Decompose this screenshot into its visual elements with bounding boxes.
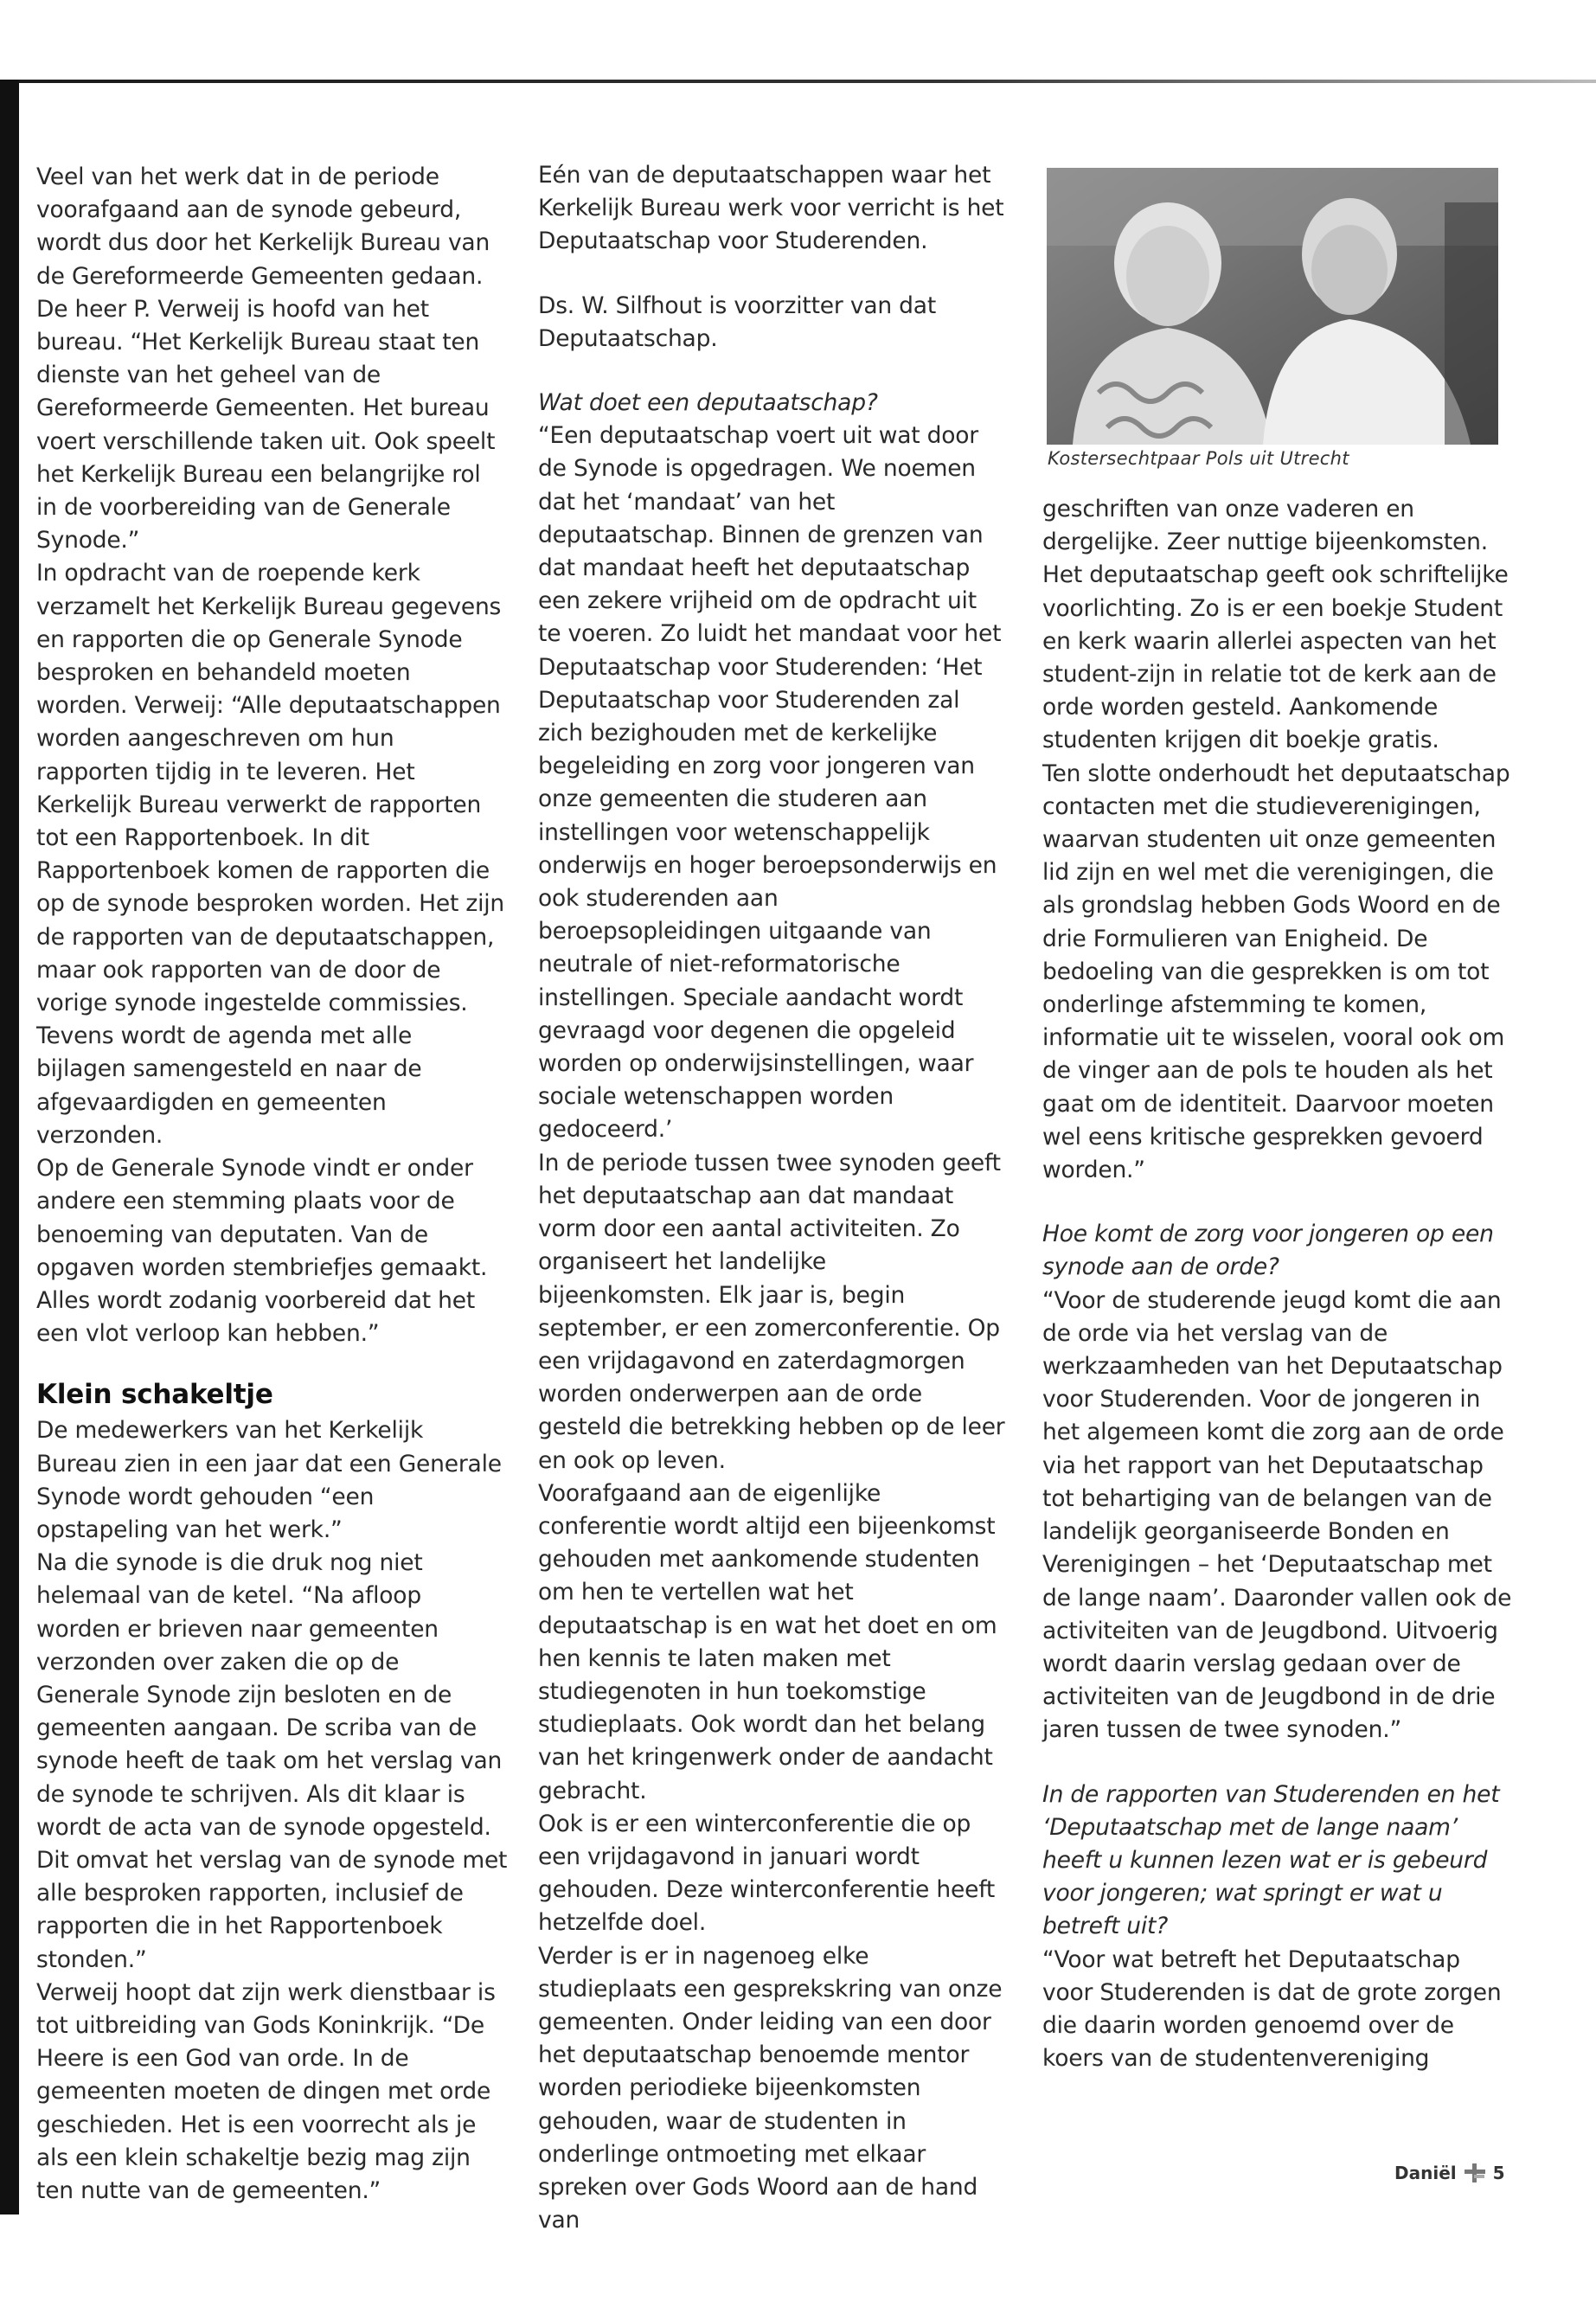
paragraph: “Voor de studerende jeugd komt die aan de orde via het verslag van de werkzaamheden van het Deputaatschap voor Studerenden. Voor de jongeren in het algemeen komt die zorg aan de orde via het rapport van het Deputaatschap tot behartiging van de belangen van de landelijk georganiseerde Bonden en Verenigingen – het ‘Deputaatschap met de lange naam’. Daaronder vallen ook de activiteiten van de Jeugdbond. Uitvoerig wordt daarin verslag gedaan over de activiteiten van de Jeugdbond in de drie jaren tussen de twee synoden.” [1042,1286,1512,1744]
paragraph: In opdracht van de roepende kerk verzamelt het Kerkelijk Bureau gegevens en rapporten die op Generale Synode besproken en behandeld moeten worden. Verweij: “Alle deputaatschappen worden aangeschreven om hun rapporten tijdig in te leveren. Het Kerkelijk Bureau verwerkt de rapporten tot een Rapportenboek. In dit Rapportenboek komen de rapporten die op de synode besproken worden. Het zijn de rapporten van de deputaatschappen, maar ook rapporten van de door de vorige synode ingestelde commissies. [36,560,505,1017]
column-3 [1042,493,1514,2075]
paragraph: De medewerkers van het Kerkelijk Bureau zien in een jaar dat een Generale Synode wordt gehouden “een opstapeling van het werk.” [36,1417,502,1543]
magazine-name: Daniël [1394,2163,1457,2183]
paragraph: Ook is er een winterconferentie die op een vrijdagavond in januari wordt gehouden. Deze winterconferentie heeft hetzelfde doel. [538,1810,996,1937]
paragraph: Voorafgaand aan de eigenlijke conferentie wordt altijd een bijeenkomst gehouden met aankomende studenten om hen te vertellen wat het deputaatschap is en wat het doet en om hen kennis te laten maken met studiegenoten in hun toekomstige studieplaats. Ook wordt dan het belang van het kringenwerk onder de aandacht gebracht. [538,1479,997,1804]
paragraph: Veel van het werk dat in de periode voorafgaand aan de synode gebeurd, wordt dus door het Kerkelijk Bureau van de Gereformeerde Gemeenten gedaan. De heer P. Verweij is hoofd van het bureau. “Het Kerkelijk Bureau staat ten dienste van het geheel van de Gereformeerde Gemeenten. Het bureau voert verschillende taken uit. Ook speelt het Kerkelijk Bureau een belangrijke rol in de voorbereiding van de Generale Synode.” [36,163,496,554]
paragraph: Verder is er in nagenoeg elke studieplaats een gesprekskring van onze gemeenten. Onder leiding van een door het deputaatschap benoemde mentor worden periodieke bijeenkomsten gehouden, waar de studenten in onderlinge ontmoeting met elkaar spreken over Gods Woord aan de hand van [538,1942,1003,2234]
paragraph: Tevens wordt de agenda met alle bijlagen samengesteld en naar de afgevaardigden en gemeenten verzonden. [36,1022,422,1149]
page-footer [1394,2163,1505,2183]
top-rule [0,80,1596,83]
column-2 [538,159,1005,2237]
photo-couple [1047,168,1498,445]
paragraph: Het deputaatschap geeft ook schriftelijke voorlichting. Zo is er een boekje Student en kerk waarin allerlei aspecten van het student-zijn in relatie tot de kerk aan de orde worden gesteld. Aankomende studenten krijgen dit boekje gratis. [1042,561,1509,754]
cross-logo-icon [1462,2163,1488,2183]
photo-image [1047,168,1498,445]
paragraph: “Een deputaatschap voert uit wat door de Synode is opgedragen. We noemen dat het ‘mandaat’ van het deputaatschap. Binnen de grenzen van dat mandaat heeft het deputaatschap een zekere vrijheid om de opdracht uit te voeren. Zo luidt het mandaat voor het Deputaatschap voor Studerenden: ‘Het Deputaatschap voor Studerenden zal zich bezighouden met de kerkelijke begeleiding en zorg voor jongeren van onze gemeenten die studeren aan instellingen voor wetenschappelijk onderwijs en hoger beroepsonderwijs en ook studerenden aan beroepsopleidingen uitgaande van neutrale of niet-reformatorische instellingen. Speciale aandacht wordt gevraagd voor degenen die opgeleid worden op onderwijsinstellingen, waar sociale wetenschappen worden gedoceerd.’ [538,422,1002,1144]
interview-question: Wat doet een deputaatschap? [538,389,878,417]
paragraph: Verweij hoopt dat zijn werk dienstbaar is tot uitbreiding van Gods Koninkrijk. “De Heere is een God van orde. In de gemeenten moeten de dingen met orde geschieden. Het is een voorrecht als je als een klein schakeltje bezig mag zijn ten nutte van de gemeenten.” [36,1978,496,2204]
paragraph: Na die synode is die druk nog niet helemaal van de ketel. “Na afloop worden er brieven naar gemeenten verzonden over zaken die op de Generale Synode zijn besloten en de gemeenten aangaan. De scriba van de synode heeft de taak om het verslag van de synode te schrijven. Als dit klaar is wordt de acta van de synode opgesteld. Dit omvat het verslag van de synode met alle besproken rapporten, inclusief de rapporten die in het Rapportenboek stonden.” [36,1549,508,1973]
paragraph: Op de Generale Synode vindt er onder andere een stemming plaats voor de benoeming van deputaten. Van de opgaven worden stembriefjes gemaakt. Alles wordt zodanig voorbereid dat het een vlot verloop kan hebben.” [36,1155,488,1348]
paragraph: geschriften van onze vaderen en dergelijke. Zeer nuttige bijeenkomsten. [1042,496,1488,556]
interview-question: Hoe komt de zorg voor jongeren op een synode aan de orde? [1042,1221,1494,1281]
section-heading: Klein schakeltje [36,1379,273,1411]
page-number: 5 [1492,2163,1505,2183]
paragraph: Eén van de deputaatschappen waar het Kerkelijk Bureau werk voor verricht is het Deputaatschap voor Studerenden. [538,162,1004,255]
binding-edge [0,80,19,2214]
paragraph: Ten slotte onderhoudt het deputaatschap contacten met die studieverenigingen, waarvan studenten uit onze gemeenten lid zijn en wel met die verenigingen, die als grondslag hebben Gods Woord en de drie Formulieren van Enigheid. De bedoeling van die gesprekken is om tot onderlinge afstemming te komen, informatie uit te wisselen, vooral ook om de vinger aan de pols te houden als het gaat om de identiteit. Daarvoor moeten wel eens kritische gesprekken gevoerd worden.” [1042,760,1510,1184]
paragraph: “Voor wat betreft het Deputaatschap voor Studerenden is dat de grote zorgen die daarin worden genoemd over de koers van de studentenvereniging [1042,1945,1502,2073]
photo-caption: Kostersechtpaar Pols uit Utrecht [1048,448,1349,469]
interview-question: In de rapporten van Studerenden en het ‘Deputaatschap met de lange naam’ heeft u kunnen lezen wat er is gebeurd voor jongeren; wat springt er wat u betreft uit? [1042,1780,1500,1940]
column-1 [36,161,508,2208]
paragraph: In de periode tussen twee synoden geeft het deputaatschap aan dat mandaat vorm door een aantal activiteiten. Zo organiseert het landelijke bijeenkomsten. Elk jaar is, begin september, er een zomerconferentie. Op een vrijdagavond en zaterdagmorgen worden onderwerpen aan de orde gesteld die betrekking hebben op de leer en ook op leven. [538,1149,1005,1474]
paragraph: Ds. W. Silfhout is voorzitter van dat Deputaatschap. [538,292,937,352]
